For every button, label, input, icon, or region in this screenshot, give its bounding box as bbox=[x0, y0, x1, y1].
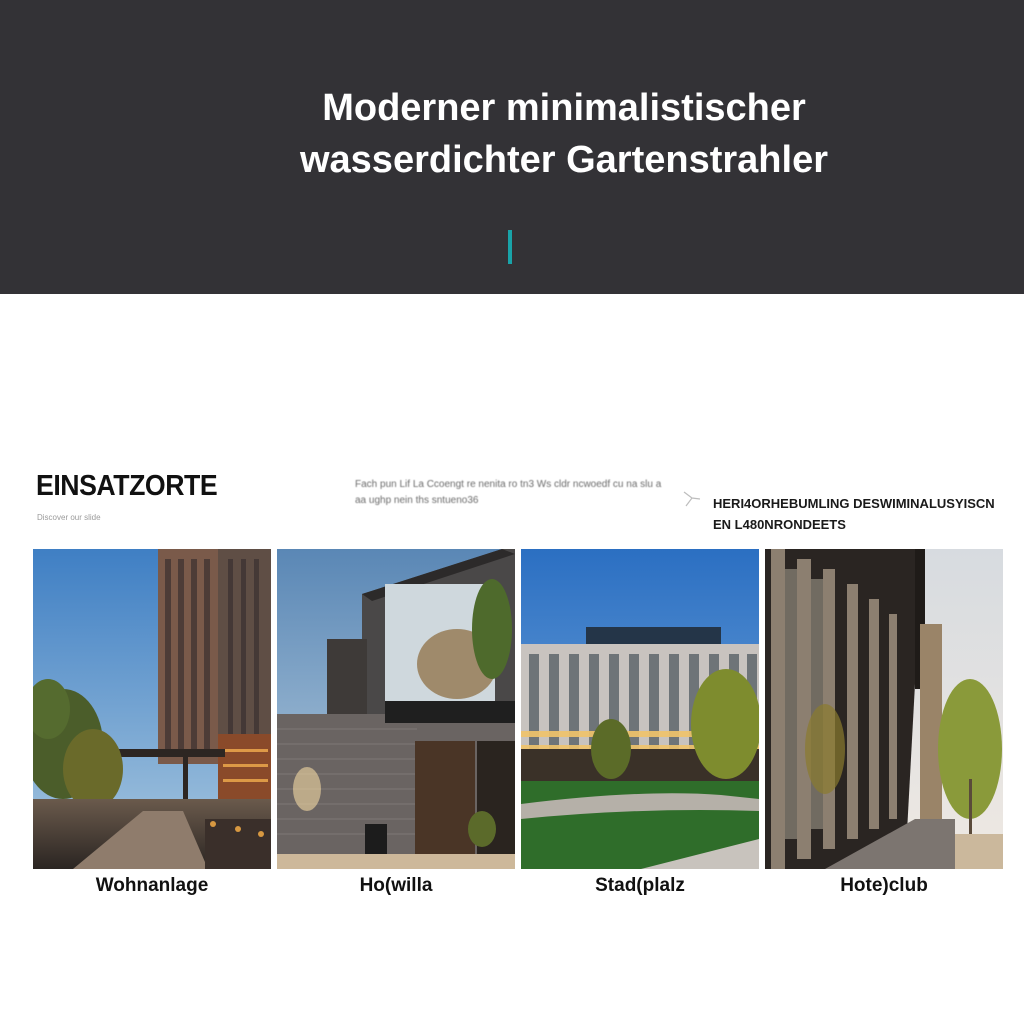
section-subtitle: Discover our slide bbox=[37, 513, 101, 522]
modern-villa-entrance-photo bbox=[277, 549, 515, 869]
gallery-caption: Hote)club bbox=[840, 875, 928, 896]
residential-tower-courtyard-photo bbox=[33, 549, 271, 869]
intro-text: Fach pun Lif La Ccoengt re nenita ro tn3 Ws cldr ncwoedf cu na slu a aa ughp nein ths sntueno36 bbox=[355, 479, 662, 506]
hero-title-line-2: wasserdichter Gartenstrahler bbox=[299, 139, 828, 181]
side-note bbox=[713, 493, 1023, 535]
gallery-caption: Ho(willa bbox=[359, 875, 433, 896]
hotel-club-facade-photo bbox=[765, 549, 1003, 869]
hero-accent-bar bbox=[508, 230, 512, 264]
hero-banner bbox=[0, 0, 1024, 294]
hero-title-line-1: Moderner minimalistischer bbox=[322, 87, 806, 129]
city-plaza-lawn-photo bbox=[521, 549, 759, 869]
hero-title bbox=[0, 82, 1024, 186]
gallery-caption: Wohnanlage bbox=[95, 875, 209, 896]
sparkle-icon bbox=[682, 488, 702, 508]
side-note-line-2: EN L480NRONDEETS bbox=[713, 517, 846, 532]
application-gallery bbox=[33, 549, 1003, 869]
side-note-line-1: HERI4ORHEBUMLING DESWIMINALUSYISCN bbox=[713, 496, 995, 511]
section-heading: EINSATZORTE bbox=[36, 470, 218, 502]
gallery-caption: Stad(plalz bbox=[595, 875, 685, 896]
